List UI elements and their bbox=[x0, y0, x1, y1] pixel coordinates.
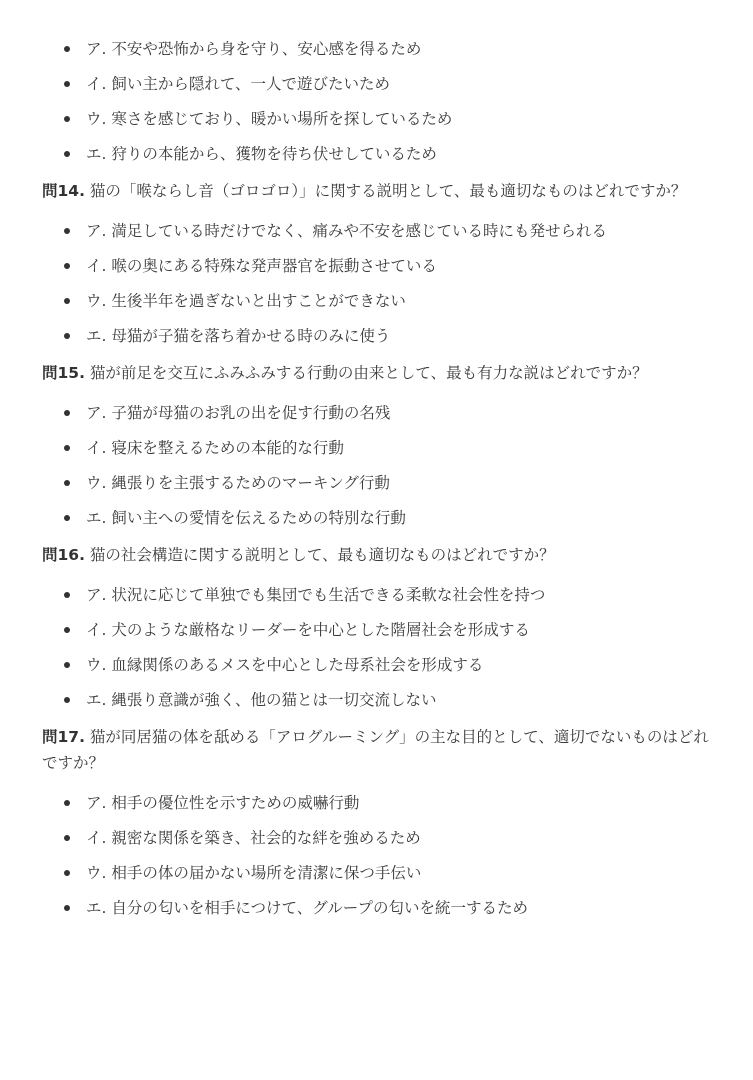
question-16 bbox=[42, 542, 723, 711]
question-number: 問15. bbox=[42, 364, 85, 382]
option-item: ア. 子猫が母猫のお乳の出を促す行動の名残 bbox=[64, 402, 723, 424]
question-body: 猫が同居猫の体を舐める「アログルーミング」の主な目的として、適切でないものはどれですか？ bbox=[42, 728, 709, 772]
question-body: 猫の社会構造に関する説明として、最も適切なものはどれですか？ bbox=[89, 546, 555, 564]
options-list bbox=[42, 584, 723, 711]
option-item: ウ. 寒さを感じており、暖かい場所を探しているため bbox=[64, 108, 723, 130]
option-item: イ. 飼い主から隠れて、一人で遊びたいため bbox=[64, 73, 723, 95]
options-list bbox=[42, 402, 723, 529]
question-14 bbox=[42, 178, 723, 347]
option-item: ウ. 生後半年を過ぎないと出すことができない bbox=[64, 290, 723, 312]
option-item: エ. 飼い主への愛情を伝えるための特別な行動 bbox=[64, 507, 723, 529]
option-item: ア. 状況に応じて単独でも集団でも生活できる柔軟な社会性を持つ bbox=[64, 584, 723, 606]
option-item: エ. 母猫が子猫を落ち着かせる時のみに使う bbox=[64, 325, 723, 347]
option-item: エ. 自分の匂いを相手につけて、グループの匂いを統一するため bbox=[64, 897, 723, 919]
option-item: イ. 犬のような厳格なリーダーを中心とした階層社会を形成する bbox=[64, 619, 723, 641]
question-text bbox=[42, 542, 723, 568]
question-text bbox=[42, 178, 723, 204]
question-text bbox=[42, 360, 723, 386]
question-body: 猫が前足を交互にふみふみする行動の由来として、最も有力な説はどれですか？ bbox=[89, 364, 648, 382]
option-item: ア. 満足している時だけでなく、痛みや不安を感じている時にも発せられる bbox=[64, 220, 723, 242]
question-text bbox=[42, 724, 723, 776]
question-15 bbox=[42, 360, 723, 529]
option-item: ア. 相手の優位性を示すための威嚇行動 bbox=[64, 792, 723, 814]
option-item: エ. 狩りの本能から、獲物を待ち伏せしているため bbox=[64, 143, 723, 165]
question-number: 問17. bbox=[42, 728, 85, 746]
question-17 bbox=[42, 724, 723, 919]
option-item: イ. 寝床を整えるための本能的な行動 bbox=[64, 437, 723, 459]
option-item: ウ. 相手の体の届かない場所を清潔に保つ手伝い bbox=[64, 862, 723, 884]
options-list bbox=[42, 220, 723, 347]
question-number: 問14. bbox=[42, 182, 85, 200]
option-item: イ. 親密な関係を築き、社会的な絆を強めるため bbox=[64, 827, 723, 849]
question-number: 問16. bbox=[42, 546, 85, 564]
question-body: 猫の「喉ならし音（ゴロゴロ）」に関する説明として、最も適切なものはどれですか？ bbox=[89, 182, 687, 200]
carryover-options-list bbox=[42, 38, 723, 165]
options-list bbox=[42, 792, 723, 919]
option-item: ウ. 血縁関係のあるメスを中心とした母系社会を形成する bbox=[64, 654, 723, 676]
option-item: ア. 不安や恐怖から身を守り、安心感を得るため bbox=[64, 38, 723, 60]
option-item: イ. 喉の奥にある特殊な発声器官を振動させている bbox=[64, 255, 723, 277]
option-item: ウ. 縄張りを主張するためのマーキング行動 bbox=[64, 472, 723, 494]
option-item: エ. 縄張り意識が強く、他の猫とは一切交流しない bbox=[64, 689, 723, 711]
